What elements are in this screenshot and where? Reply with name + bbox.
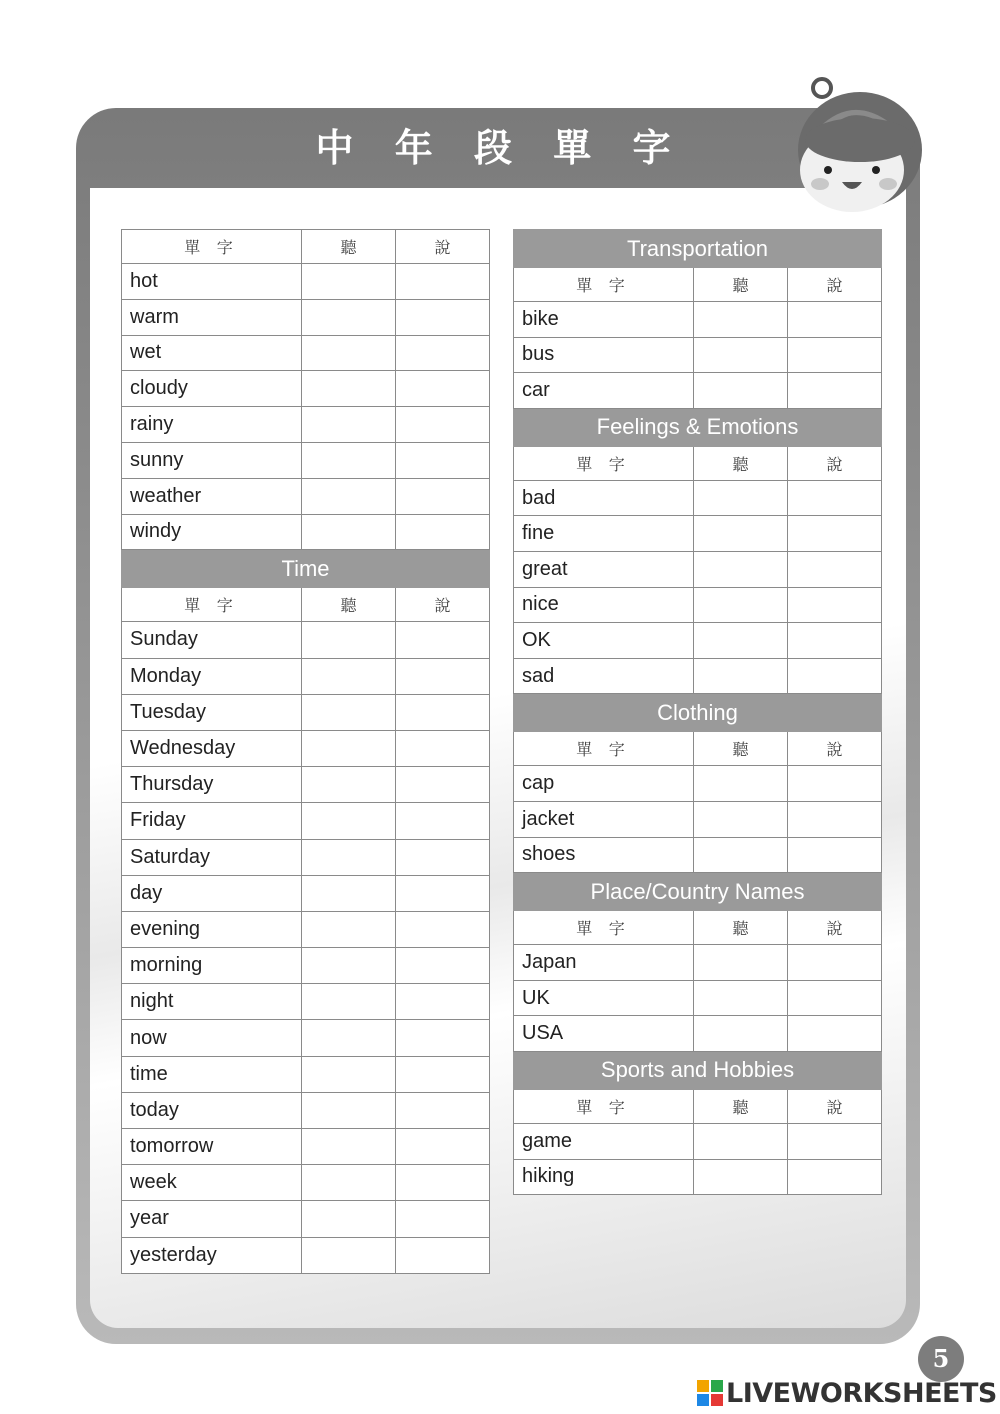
speak-check-cell[interactable] <box>396 299 490 335</box>
vocab-word: bad <box>514 480 694 516</box>
speak-check-cell[interactable] <box>396 658 490 694</box>
listen-check-cell[interactable] <box>694 516 788 552</box>
girl-mascot-icon <box>780 70 930 220</box>
listen-check-cell[interactable] <box>302 767 396 803</box>
speak-check-cell[interactable] <box>396 1056 490 1092</box>
section-title: Time <box>122 550 490 588</box>
liveworksheets-logo-icon <box>697 1380 723 1406</box>
table-row <box>514 766 882 802</box>
listen-check-cell[interactable] <box>694 1123 788 1159</box>
speak-check-cell[interactable] <box>788 480 882 516</box>
column-header-speak: 說 <box>788 1089 882 1123</box>
table-row <box>514 337 882 373</box>
vocab-word: Thursday <box>122 767 302 803</box>
speak-check-cell[interactable] <box>788 837 882 873</box>
vocab-word: car <box>514 373 694 409</box>
table-row <box>122 948 490 984</box>
listen-check-cell[interactable] <box>302 478 396 514</box>
vocab-word: Saturday <box>122 839 302 875</box>
speak-check-cell[interactable] <box>396 767 490 803</box>
table-row <box>514 1159 882 1195</box>
section-1-section-title-row <box>514 408 882 446</box>
speak-check-cell[interactable] <box>396 803 490 839</box>
vocab-word: morning <box>122 948 302 984</box>
column-header-word: 單 字 <box>514 1089 694 1123</box>
vocab-word: tomorrow <box>122 1129 302 1165</box>
vocab-word: today <box>122 1092 302 1128</box>
speak-check-cell[interactable] <box>396 1020 490 1056</box>
vocab-word: hot <box>122 264 302 300</box>
table-row <box>122 371 490 407</box>
vocab-word: now <box>122 1020 302 1056</box>
table-row <box>514 801 882 837</box>
speak-check-cell[interactable] <box>396 264 490 300</box>
vocab-word: Friday <box>122 803 302 839</box>
column-header-speak: 說 <box>788 268 882 302</box>
table-row <box>122 622 490 658</box>
table-row <box>122 442 490 478</box>
table-row <box>122 264 490 300</box>
listen-check-cell[interactable] <box>302 1092 396 1128</box>
listen-check-cell[interactable] <box>694 945 788 981</box>
table-row <box>122 767 490 803</box>
table-row <box>122 335 490 371</box>
column-header-listen: 聽 <box>302 588 396 622</box>
column-header-listen: 聽 <box>694 1089 788 1123</box>
vocab-word: cap <box>514 766 694 802</box>
column-header-listen: 聽 <box>694 268 788 302</box>
listen-check-cell[interactable] <box>694 623 788 659</box>
table-row <box>122 803 490 839</box>
speak-check-cell[interactable] <box>396 371 490 407</box>
section-0-section-title-row <box>514 230 882 268</box>
vocab-word: jacket <box>514 801 694 837</box>
speak-check-cell[interactable] <box>396 875 490 911</box>
table-row <box>514 587 882 623</box>
speak-check-cell[interactable] <box>396 1165 490 1201</box>
vocab-word: yesterday <box>122 1237 302 1273</box>
table-row <box>122 911 490 947</box>
listen-check-cell[interactable] <box>302 371 396 407</box>
speak-check-cell[interactable] <box>788 801 882 837</box>
table-row <box>514 623 882 659</box>
column-header-word: 單 字 <box>514 732 694 766</box>
listen-check-cell[interactable] <box>694 801 788 837</box>
listen-check-cell[interactable] <box>694 302 788 338</box>
vocab-table-right <box>513 229 882 1195</box>
time-header-row <box>122 588 490 622</box>
speak-check-cell[interactable] <box>396 1092 490 1128</box>
vocab-word: Tuesday <box>122 694 302 730</box>
table-row <box>122 514 490 550</box>
listen-check-cell[interactable] <box>694 658 788 694</box>
time-section-title-row <box>122 550 490 588</box>
table-row <box>122 839 490 875</box>
speak-check-cell[interactable] <box>396 407 490 443</box>
column-header-speak: 說 <box>396 230 490 264</box>
section-title: Feelings & Emotions <box>514 408 882 446</box>
listen-check-cell[interactable] <box>302 335 396 371</box>
speak-check-cell[interactable] <box>396 622 490 658</box>
column-header-speak: 說 <box>396 588 490 622</box>
section-4-section-title-row <box>514 1051 882 1089</box>
table-row <box>122 1020 490 1056</box>
speak-check-cell[interactable] <box>396 1201 490 1237</box>
vocab-word: sad <box>514 658 694 694</box>
vocab-word: UK <box>514 980 694 1016</box>
listen-check-cell[interactable] <box>302 839 396 875</box>
listen-check-cell[interactable] <box>302 1165 396 1201</box>
table-row <box>122 1237 490 1273</box>
vocab-word: warm <box>122 299 302 335</box>
table-row <box>514 658 882 694</box>
table-row <box>122 1056 490 1092</box>
listen-check-cell[interactable] <box>694 1016 788 1052</box>
table-row <box>514 980 882 1016</box>
speak-check-cell[interactable] <box>396 948 490 984</box>
speak-check-cell[interactable] <box>788 945 882 981</box>
listen-check-cell[interactable] <box>302 911 396 947</box>
speak-check-cell[interactable] <box>788 516 882 552</box>
vocab-word: shoes <box>514 837 694 873</box>
table-row <box>514 837 882 873</box>
speak-check-cell[interactable] <box>788 766 882 802</box>
speak-check-cell[interactable] <box>396 478 490 514</box>
table-row <box>122 1092 490 1128</box>
page-title: 中 年 段 單 字 <box>315 126 685 170</box>
vocab-word: sunny <box>122 442 302 478</box>
section-title: Clothing <box>514 694 882 732</box>
speak-check-cell[interactable] <box>396 514 490 550</box>
table-row <box>122 1129 490 1165</box>
column-header-word: 單 字 <box>514 446 694 480</box>
section-title: Sports and Hobbies <box>514 1051 882 1089</box>
vocab-word: game <box>514 1123 694 1159</box>
table-row <box>122 875 490 911</box>
speak-check-cell[interactable] <box>396 694 490 730</box>
listen-check-cell[interactable] <box>302 1129 396 1165</box>
table-row <box>514 1016 882 1052</box>
section-title: Transportation <box>514 230 882 268</box>
vocab-word: OK <box>514 623 694 659</box>
listen-check-cell[interactable] <box>302 1020 396 1056</box>
section-3-header-row <box>514 911 882 945</box>
vocab-word: USA <box>514 1016 694 1052</box>
speak-check-cell[interactable] <box>788 551 882 587</box>
speak-check-cell[interactable] <box>396 335 490 371</box>
vocab-word: windy <box>122 514 302 550</box>
column-header-listen: 聽 <box>694 732 788 766</box>
vocab-word: year <box>122 1201 302 1237</box>
column-header-listen: 聽 <box>302 230 396 264</box>
vocab-word: hiking <box>514 1159 694 1195</box>
listen-check-cell[interactable] <box>302 875 396 911</box>
listen-check-cell[interactable] <box>694 587 788 623</box>
speak-check-cell[interactable] <box>788 623 882 659</box>
speak-check-cell[interactable] <box>396 1129 490 1165</box>
speak-check-cell[interactable] <box>396 911 490 947</box>
listen-check-cell[interactable] <box>302 1056 396 1092</box>
watermark-text: LIVEWORKSHEETS <box>726 1377 997 1409</box>
vocab-word: rainy <box>122 407 302 443</box>
listen-check-cell[interactable] <box>302 514 396 550</box>
column-header-word: 單 字 <box>122 588 302 622</box>
speak-check-cell[interactable] <box>788 980 882 1016</box>
table-row <box>122 730 490 766</box>
vocab-word: fine <box>514 516 694 552</box>
vocab-word: wet <box>122 335 302 371</box>
vocab-word: Japan <box>514 945 694 981</box>
column-header-listen: 聽 <box>694 911 788 945</box>
column-header-listen: 聽 <box>694 446 788 480</box>
listen-check-cell[interactable] <box>302 948 396 984</box>
column-header-word: 單 字 <box>122 230 302 264</box>
vocab-word: time <box>122 1056 302 1092</box>
listen-check-cell[interactable] <box>694 480 788 516</box>
speak-check-cell[interactable] <box>396 442 490 478</box>
listen-check-cell[interactable] <box>694 980 788 1016</box>
vocab-word: bus <box>514 337 694 373</box>
table-row <box>514 945 882 981</box>
page-number: 5 <box>918 1336 964 1382</box>
table-row <box>514 373 882 409</box>
column-header-word: 單 字 <box>514 268 694 302</box>
table-row <box>514 516 882 552</box>
vocab-word: evening <box>122 911 302 947</box>
listen-check-cell[interactable] <box>302 442 396 478</box>
table-row <box>122 1165 490 1201</box>
speak-check-cell[interactable] <box>788 658 882 694</box>
speak-check-cell[interactable] <box>788 337 882 373</box>
speak-check-cell[interactable] <box>788 1123 882 1159</box>
vocab-word: Wednesday <box>122 730 302 766</box>
column-header-speak: 說 <box>788 732 882 766</box>
section-3-section-title-row <box>514 873 882 911</box>
table-row <box>122 658 490 694</box>
section-title: Place/Country Names <box>514 873 882 911</box>
listen-check-cell[interactable] <box>302 803 396 839</box>
speak-check-cell[interactable] <box>396 984 490 1020</box>
listen-check-cell[interactable] <box>302 407 396 443</box>
listen-check-cell[interactable] <box>694 1159 788 1195</box>
listen-check-cell[interactable] <box>302 1237 396 1273</box>
listen-check-cell[interactable] <box>694 373 788 409</box>
listen-check-cell[interactable] <box>302 1201 396 1237</box>
listen-check-cell[interactable] <box>302 264 396 300</box>
listen-check-cell[interactable] <box>694 837 788 873</box>
vocab-word: cloudy <box>122 371 302 407</box>
listen-check-cell[interactable] <box>302 658 396 694</box>
vocab-word: Monday <box>122 658 302 694</box>
speak-check-cell[interactable] <box>788 373 882 409</box>
speak-check-cell[interactable] <box>788 587 882 623</box>
listen-check-cell[interactable] <box>302 984 396 1020</box>
weather-header-row <box>122 230 490 264</box>
section-2-section-title-row <box>514 694 882 732</box>
vocab-word: night <box>122 984 302 1020</box>
vocab-word: great <box>514 551 694 587</box>
speak-check-cell[interactable] <box>788 1159 882 1195</box>
section-4-header-row <box>514 1089 882 1123</box>
column-header-word: 單 字 <box>514 911 694 945</box>
speak-check-cell[interactable] <box>396 730 490 766</box>
section-1-header-row <box>514 446 882 480</box>
speak-check-cell[interactable] <box>396 1237 490 1273</box>
table-row <box>122 478 490 514</box>
vocab-word: bike <box>514 302 694 338</box>
listen-check-cell[interactable] <box>302 622 396 658</box>
table-row <box>122 694 490 730</box>
table-row <box>122 299 490 335</box>
column-header-speak: 說 <box>788 446 882 480</box>
listen-check-cell[interactable] <box>694 551 788 587</box>
speak-check-cell[interactable] <box>788 1016 882 1052</box>
vocab-word: day <box>122 875 302 911</box>
listen-check-cell[interactable] <box>302 299 396 335</box>
listen-check-cell[interactable] <box>302 694 396 730</box>
table-row <box>514 302 882 338</box>
table-row <box>514 551 882 587</box>
table-row <box>122 1201 490 1237</box>
section-0-header-row <box>514 268 882 302</box>
listen-check-cell[interactable] <box>694 766 788 802</box>
vocab-word: Sunday <box>122 622 302 658</box>
listen-check-cell[interactable] <box>302 730 396 766</box>
listen-check-cell[interactable] <box>694 337 788 373</box>
watermark <box>697 1376 997 1410</box>
section-2-header-row <box>514 732 882 766</box>
vocab-word: week <box>122 1165 302 1201</box>
table-row <box>514 480 882 516</box>
column-header-speak: 說 <box>788 911 882 945</box>
vocab-word: nice <box>514 587 694 623</box>
speak-check-cell[interactable] <box>396 839 490 875</box>
table-row <box>122 407 490 443</box>
vocab-word: weather <box>122 478 302 514</box>
table-row <box>122 984 490 1020</box>
vocab-table-left <box>121 229 490 1274</box>
speak-check-cell[interactable] <box>788 302 882 338</box>
table-row <box>514 1123 882 1159</box>
